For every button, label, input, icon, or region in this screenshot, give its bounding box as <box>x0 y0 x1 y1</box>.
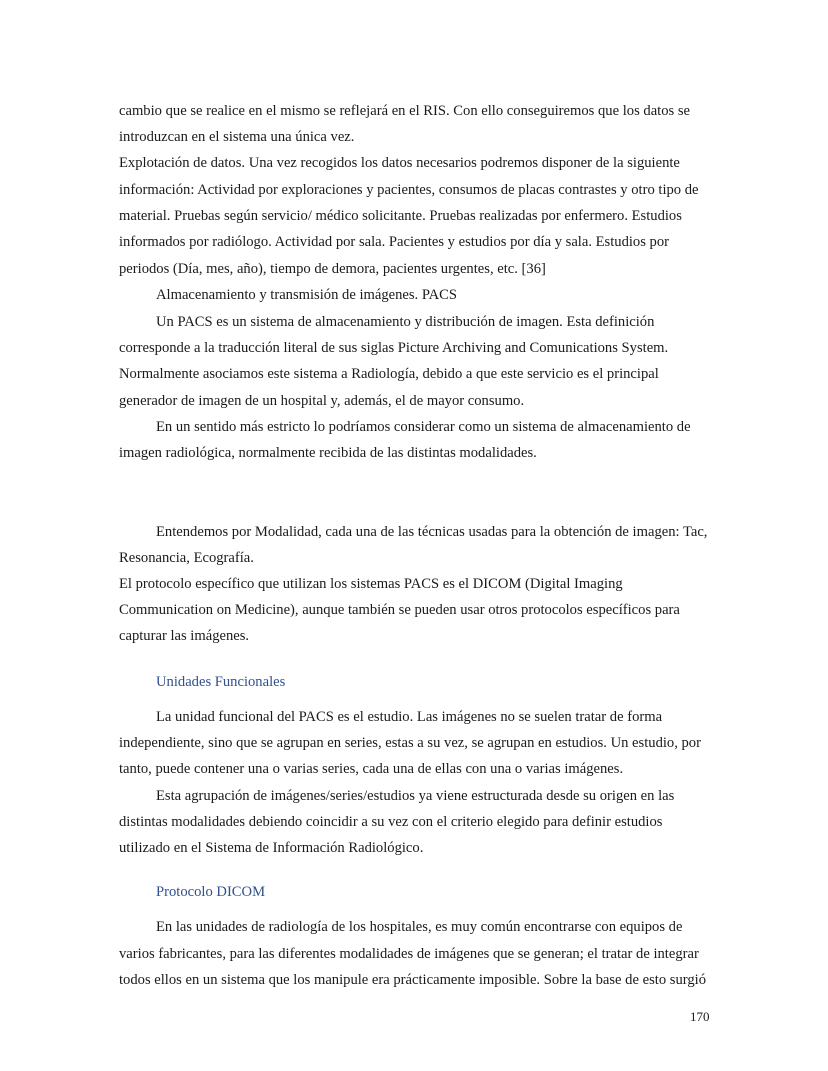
text-line: El protocolo específico que utilizan los sistemas PACS es el DICOM (Digital Imaging <box>119 576 623 592</box>
text-line: La unidad funcional del PACS es el estudio. Las imágenes no se suelen tratar de forma <box>156 709 663 725</box>
text-line: imagen radiológica, normalmente recibida de las distintas modalidades. <box>119 445 537 461</box>
text-line: introduzcan en el sistema una única vez. <box>119 129 355 145</box>
page-number: 170 <box>690 1009 710 1024</box>
text-line: varios fabricantes, para las diferentes modalidades de imágenes que se generan; el tratar de integrar <box>119 946 699 962</box>
text-line: Un PACS es un sistema de almacenamiento y distribución de imagen. Esta definición <box>156 314 655 330</box>
text-line: cambio que se realice en el mismo se reflejará en el RIS. Con ello conseguiremos que los datos se <box>119 103 691 119</box>
text-line: Normalmente asociamos este sistema a Radiología, debido a que este servicio es el principal <box>119 366 659 382</box>
text-line: distintas modalidades debiendo coincidir a su vez con el criterio elegido para definir estudios <box>119 814 663 830</box>
text-line: Communication on Medicine), aunque también se pueden usar otros protocolos específicos para <box>119 602 680 618</box>
text-line: capturar las imágenes. <box>119 628 250 644</box>
text-line: Entendemos por Modalidad, cada una de las técnicas usadas para la obtención de imagen: Tac, <box>156 524 708 540</box>
text-line: independiente, sino que se agrupan en series, estas a su vez, se agrupan en estudios. Un estudio, por <box>119 735 701 751</box>
heading-unidades-funcionales: Unidades Funcionales <box>156 674 286 690</box>
text-line: tanto, puede contener una o varias series, cada una de ellas con una o varias imágenes. <box>119 761 624 777</box>
text-line: material. Pruebas según servicio/ médico solicitante. Pruebas realizadas por enfermero. Estudios <box>119 208 682 224</box>
text-line: Esta agrupación de imágenes/series/estudios ya viene estructurada desde su origen en las <box>156 788 675 804</box>
text-line: informados por radiólogo. Actividad por sala. Pacientes y estudios por día y sala. Estudios por <box>119 234 670 250</box>
text-line: En un sentido más estricto lo podríamos considerar como un sistema de almacenamiento de <box>156 419 691 435</box>
text-line: información: Actividad por exploraciones y pacientes, consumos de placas contrastes y otro tipo de <box>119 182 699 198</box>
text-line: utilizado en el Sistema de Información Radiológico. <box>119 840 424 856</box>
text-line: Explotación de datos. Una vez recogidos los datos necesarios podremos disponer de la siguiente <box>119 155 680 171</box>
text-line: En las unidades de radiología de los hospitales, es muy común encontrarse con equipos de <box>156 919 683 935</box>
text-line: Resonancia, Ecografía. <box>119 550 254 566</box>
heading-protocolo-dicom: Protocolo DICOM <box>156 884 266 900</box>
text-line: periodos (Día, mes, año), tiempo de demora, pacientes urgentes, etc. [36] <box>119 261 546 277</box>
text-line: generador de imagen de un hospital y, además, el de mayor consumo. <box>119 393 525 409</box>
text-line: todos ellos en un sistema que los manipule era prácticamente imposible. Sobre la base de esto surgió <box>119 972 706 988</box>
text-line: corresponde a la traducción literal de sus siglas Picture Archiving and Comunications System. <box>119 340 669 356</box>
section-title: Almacenamiento y transmisión de imágenes. PACS <box>156 287 458 303</box>
